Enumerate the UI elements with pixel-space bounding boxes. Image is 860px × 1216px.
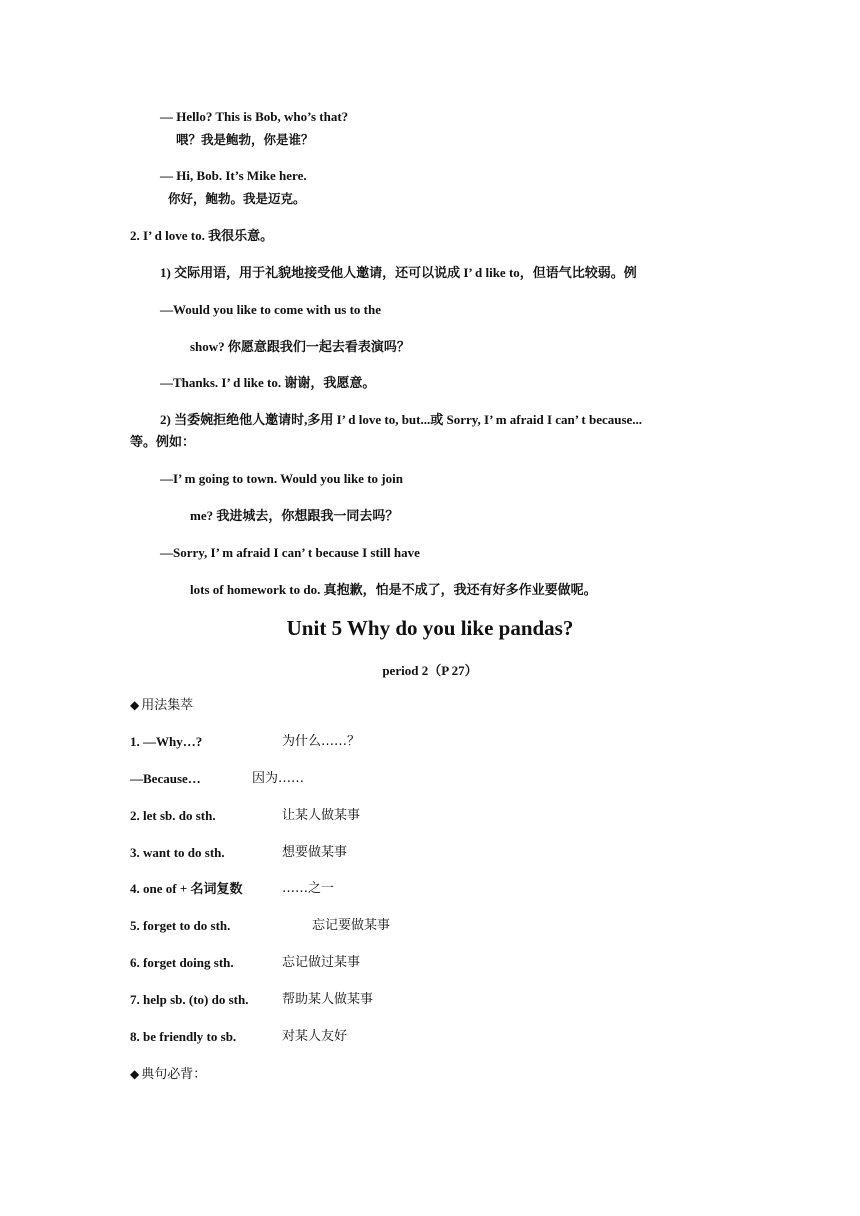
usage-item-en: 3. want to do sth.	[130, 845, 225, 860]
example-1-question: —Would you like to come with us to the	[160, 302, 382, 317]
usage-item-en: 6. forget doing sth.	[130, 955, 234, 970]
usage-item-cn: 让某人做某事	[282, 808, 361, 823]
diamond-bullet-icon: ◆	[130, 1067, 140, 1081]
usage-heading-text: 用法集萃	[141, 698, 194, 713]
usage-item-cn: 因为……	[252, 771, 305, 786]
point-2-note-1: 1) 交际用语，用于礼貌地接受他人邀请，还可以说成 I’ d like to，但语气比较弱。例	[160, 265, 637, 280]
usage-item-cn: ……之一	[282, 881, 335, 896]
usage-item-en: 2. let sb. do sth.	[130, 808, 216, 823]
usage-item-en: —Because…	[130, 771, 201, 786]
example-2-answer: —Sorry, I’ m afraid I can’ t because I still have	[160, 545, 420, 560]
example-1-question-cont: show? 你愿意跟我们一起去看表演吗？	[190, 339, 410, 354]
dialogue-line-2-en: — Hi, Bob. It’s Mike here.	[160, 168, 307, 183]
usage-item-cn: 忘记做过某事	[282, 955, 361, 970]
usage-heading	[130, 697, 193, 714]
dialogue-line-2-cn: 你好，鲍勃。我是迈克。	[168, 191, 306, 206]
usage-item-en: 8. be friendly to sb.	[130, 1029, 237, 1044]
usage-item-cn: 帮助某人做某事	[282, 992, 374, 1007]
usage-item-cn: 忘记要做某事	[312, 918, 391, 933]
point-2-header: 2. I’ d love to. 我很乐意。	[130, 228, 274, 243]
usage-item-cn: 想要做某事	[282, 845, 348, 860]
point-2-note-2-cont: 等。例如：	[130, 434, 196, 449]
example-2-answer-cont: lots of homework to do. 真抱歉，怕是不成了，我还有好多作业要做呢。	[190, 582, 597, 597]
usage-item-en: 4. one of + 名词复数	[130, 881, 243, 896]
sentences-heading	[130, 1066, 206, 1083]
usage-item-cn: 对某人友好	[282, 1029, 348, 1044]
usage-item-en: 7. help sb. (to) do sth.	[130, 992, 249, 1007]
usage-item-en: 5. forget to do sth.	[130, 918, 231, 933]
period-subtitle: period 2（P 27）	[382, 663, 478, 678]
diamond-bullet-icon: ◆	[130, 698, 140, 712]
sentences-heading-text: 典句必背：	[141, 1067, 207, 1082]
point-2-note-2: 2) 当委婉拒绝他人邀请时,多用 I’ d love to, but...或 Sorry, I’ m afraid I can’ t because...	[160, 412, 643, 427]
usage-item-cn: 为什么……？	[282, 734, 361, 749]
unit-title: Unit 5 Why do you like pandas?	[286, 616, 574, 640]
example-2-question: —I’ m going to town. Would you like to join	[160, 471, 403, 486]
example-2-question-cont: me? 我进城去，你想跟我一同去吗？	[190, 508, 399, 523]
usage-item-en: 1. —Why…?	[130, 734, 203, 749]
dialogue-line-1-en: — Hello? This is Bob, who’s that?	[160, 109, 349, 124]
dialogue-line-1-cn: 喂？我是鲍勃，你是谁？	[176, 132, 314, 147]
example-1-answer: —Thanks. I’ d like to. 谢谢，我愿意。	[160, 375, 376, 390]
